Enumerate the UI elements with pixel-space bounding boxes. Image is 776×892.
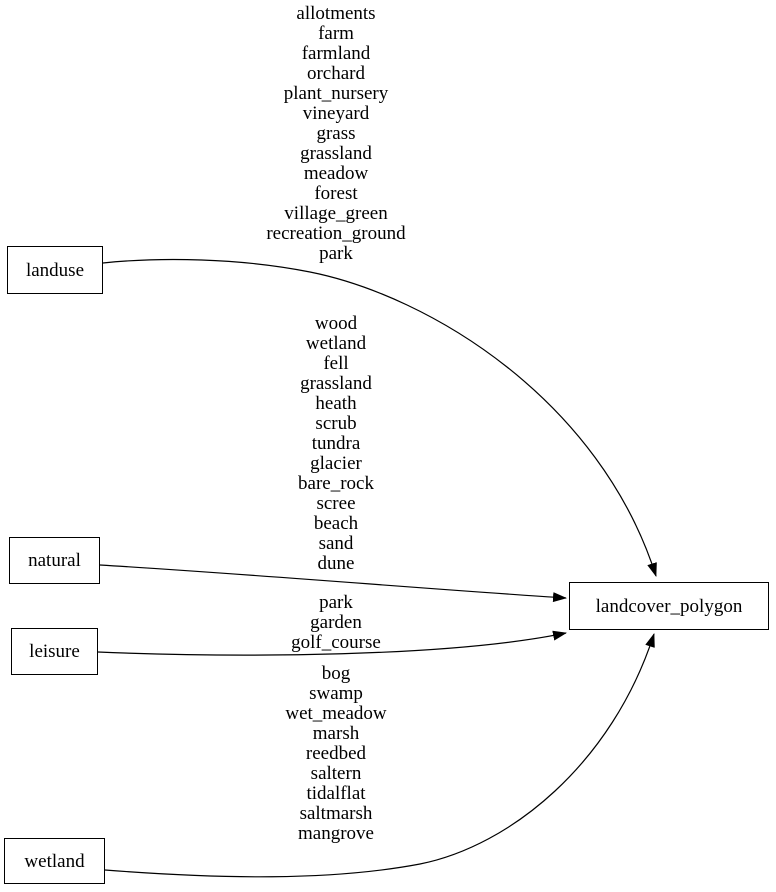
edge-label-line: wood: [314, 313, 358, 334]
edge-label-wetland-values: [176, 664, 496, 844]
edge-label-line: beach: [313, 513, 359, 534]
edge-label-line: recreation_ground: [266, 223, 406, 244]
edge-label-line: bog: [321, 663, 351, 684]
node-label: natural: [28, 550, 81, 571]
edge-label-line: orchard: [306, 63, 366, 84]
edge-label-line: golf_course: [291, 632, 381, 653]
edge-label-line: reedbed: [305, 743, 367, 764]
edge-label-line: dune: [317, 553, 355, 574]
node-label: landcover_polygon: [595, 595, 743, 617]
edge-label-line: scree: [316, 493, 356, 514]
edge-label-line: wetland: [305, 333, 367, 354]
edge-label-line: farm: [318, 23, 354, 44]
edge-label-line: tidalflat: [306, 783, 366, 804]
node-label: wetland: [24, 850, 85, 872]
edge-label-line: wet_meadow: [285, 703, 387, 724]
node-label: landuse: [25, 259, 85, 281]
node-wetland: [4, 838, 105, 884]
edge-label-line: grassland: [300, 143, 372, 164]
edge-label-line: allotments: [296, 3, 376, 24]
edge-label-line: farmland: [301, 43, 371, 64]
node-leisure: [11, 628, 98, 675]
edge-label-line: mangrove: [298, 823, 374, 844]
edge-label-line: village_green: [284, 203, 388, 224]
edge-label-line: tundra: [311, 433, 361, 454]
edge-label-line: marsh: [312, 723, 360, 744]
edge-label-leisure-values: [176, 593, 496, 653]
node-landuse: [7, 246, 103, 294]
edge-label-line: saltmarsh: [299, 803, 373, 824]
node-landcover-polygon: [569, 582, 769, 630]
edge-label-line: vineyard: [302, 103, 370, 124]
edge-label-natural-values: [176, 314, 496, 574]
edge-label-line: saltern: [310, 763, 362, 784]
edge-label-line: heath: [315, 393, 357, 414]
edge-label-line: plant_nursery: [283, 83, 389, 104]
edge-label-line: grassland: [300, 373, 372, 394]
edge-label-line: park: [319, 592, 353, 613]
edge-label-line: sand: [318, 533, 354, 554]
node-natural: [9, 537, 100, 584]
node-label: leisure: [29, 641, 80, 662]
edge-label-line: scrub: [315, 413, 357, 434]
edge-label-line: park: [319, 243, 353, 264]
edge-label-line: forest: [314, 183, 358, 204]
edge-label-line: fell: [323, 353, 349, 374]
edge-label-line: bare_rock: [298, 473, 374, 494]
edge-label-line: grass: [316, 123, 356, 144]
edge-label-line: swamp: [309, 683, 363, 704]
edge-label-line: meadow: [303, 163, 369, 184]
edge-label-landuse-values: [176, 4, 496, 264]
edge-label-line: glacier: [310, 453, 362, 474]
edge-label-line: garden: [310, 612, 362, 633]
